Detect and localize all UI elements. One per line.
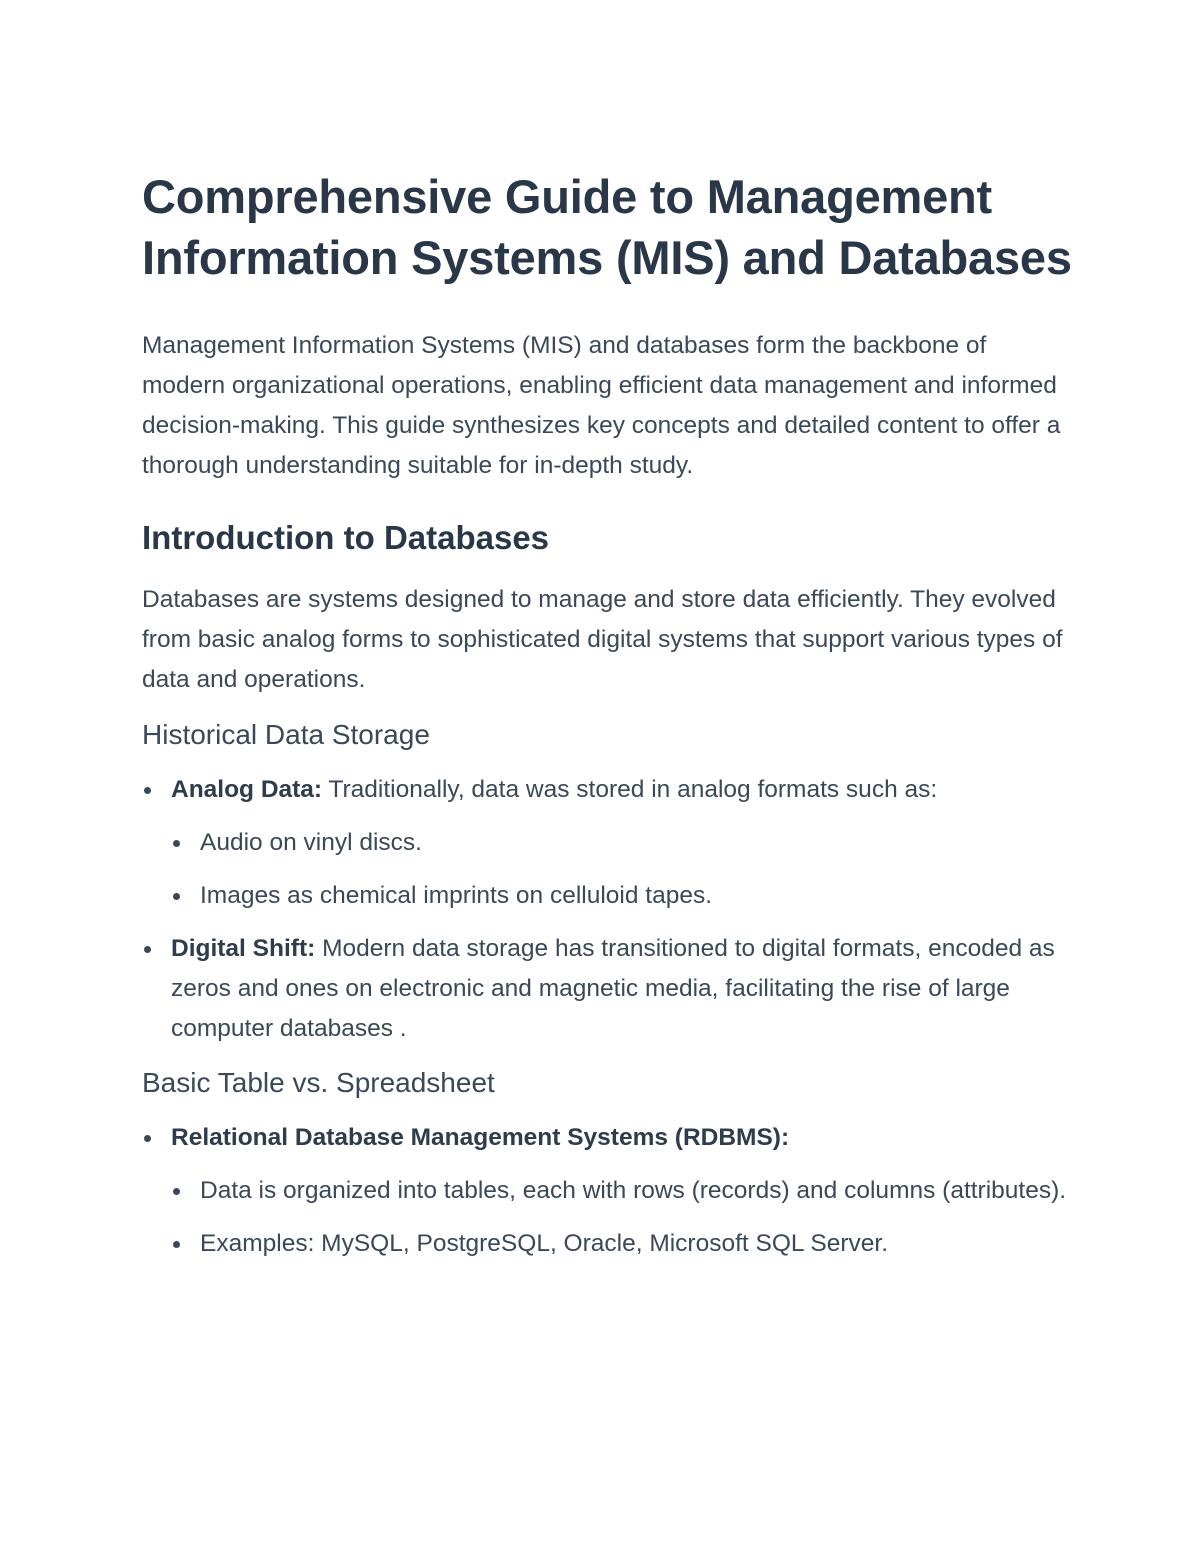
list-item-text: Examples: MySQL, PostgreSQL, Oracle, Microsoft SQL Server. [200,1230,889,1257]
list-item-digital-shift [142,929,1072,1049]
section-heading-introduction-to-databases: Introduction to Databases [142,519,550,556]
bullet-icon [173,893,180,900]
document-page [142,166,1072,1277]
list-item [171,1224,1072,1264]
list-item-rdbms [142,1118,1072,1264]
list-item-text: Images as chemical imprints on celluloid tapes. [200,882,713,909]
bullet-icon [144,946,151,953]
bullet-icon [173,1188,180,1195]
list-item [171,823,1072,863]
list-item [171,876,1072,916]
subheading-basic-table-vs-spreadsheet: Basic Table vs. Spreadsheet [142,1067,495,1098]
bullet-icon [144,787,151,794]
subheading-historical-data-storage: Historical Data Storage [142,719,430,750]
document-title: Comprehensive Guide to Management Information Systems (MIS) and Databases [142,170,1072,284]
intro-paragraph: Management Information Systems (MIS) and databases form the backbone of modern organizational operations, enabling efficient data management and informed decision-making. This guide synthesizes key concepts and detailed content to offer a thorough understanding suitable for in-depth study. [142,332,1061,479]
list-item-label: Analog Data: [171,776,323,803]
list-item [171,1171,1072,1211]
rdbms-sublist [171,1171,1072,1264]
list-item-text: Traditionally, data was stored in analog formats such as: [322,776,938,803]
list-item-label: Digital Shift: [171,935,316,962]
list-item-label: Relational Database Management Systems (RDBMS): [171,1124,790,1151]
historical-storage-list [142,770,1072,1049]
analog-data-sublist [171,823,1072,916]
section-paragraph: Databases are systems designed to manage and store data efficiently. They evolved from basic analog forms to sophisticated digital systems that support various types of data and operations. [142,586,1063,693]
list-item-text: Data is organized into tables, each with rows (records) and columns (attributes). [200,1177,1067,1204]
list-item-text: Audio on vinyl discs. [200,829,422,856]
list-item-text: Modern data storage has transitioned to digital formats, encoded as zeros and ones on electronic and magnetic media, facilitating the rise of large computer databases . [171,935,1055,1042]
list-item-analog-data [142,770,1072,916]
bullet-icon [173,1241,180,1248]
rdbms-list [142,1118,1072,1264]
bullet-icon [173,840,180,847]
bullet-icon [144,1135,151,1142]
